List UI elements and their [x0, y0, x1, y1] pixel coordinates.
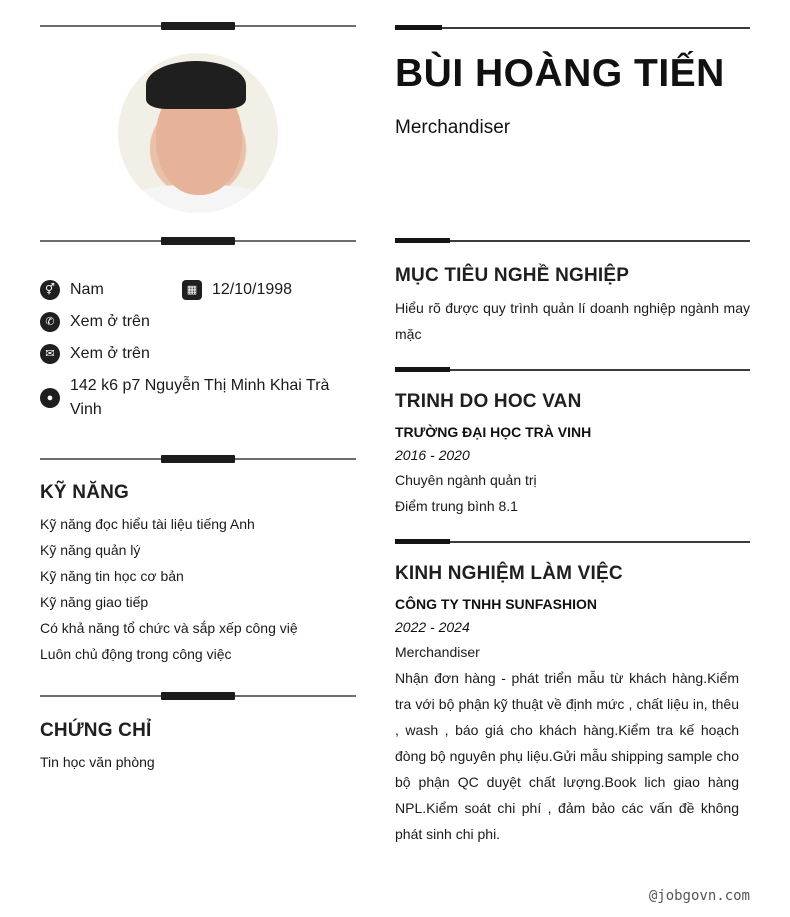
email-row [40, 342, 150, 366]
divider [395, 539, 750, 545]
gender-icon: ⚥ [40, 280, 60, 300]
email-value: Xem ở trên [70, 345, 150, 362]
education-title: TRINH DO HOC VAN [395, 391, 582, 412]
birthday-row [182, 278, 292, 302]
experience-period: 2022 - 2024 [395, 619, 470, 635]
email-icon: ✉ [40, 344, 60, 364]
phone-row [40, 310, 150, 334]
skills-title: KỸ NĂNG [40, 482, 130, 503]
birthday-value: 12/10/1998 [212, 281, 293, 298]
address-value: 142 k6 p7 Nguyễn Thị Minh Khai Trà Vinh [70, 377, 330, 418]
phone-value: Xem ở trên [70, 313, 150, 330]
candidate-name: BÙI HOÀNG TIẾN [395, 52, 725, 95]
divider [395, 367, 750, 373]
skill-item: Kỹ năng giao tiếp [40, 594, 149, 610]
education-gpa: Điểm trung bình 8.1 [395, 498, 518, 514]
gender-row [40, 278, 104, 302]
divider [395, 25, 750, 31]
avatar [118, 53, 278, 213]
watermark: @jobgovn.com [648, 888, 750, 904]
education-period: 2016 - 2020 [395, 447, 470, 463]
phone-icon: ✆ [40, 312, 60, 332]
address-row [40, 374, 340, 422]
skill-item: Luôn chủ động trong công việc [40, 646, 232, 662]
calendar-icon: ▦ [182, 280, 202, 300]
education-major: Chuyên ngành quản trị [395, 472, 537, 488]
experience-position: Merchandiser [395, 644, 480, 660]
divider [395, 238, 750, 244]
gender-value: Nam [70, 281, 104, 298]
candidate-role: Merchandiser [395, 117, 511, 138]
divider [40, 237, 356, 245]
certificate-item: Tin học văn phòng [40, 754, 155, 770]
objective-text: Hiểu rõ được quy trình quản lí doanh nghiệp ngành may mặc [395, 300, 750, 342]
skill-item: Có khả năng tổ chức và sắp xếp công việ [40, 620, 298, 636]
company-name: CÔNG TY TNHH SUNFASHION [395, 596, 597, 612]
skill-item: Kỹ năng đọc hiểu tài liệu tiếng Anh [40, 516, 255, 532]
objective-title: MỤC TIÊU NGHỀ NGHIỆP [395, 265, 630, 286]
divider [40, 692, 356, 700]
experience-description: Nhận đơn hàng - phát triển mẫu từ khách hàng.Kiểm tra với bộ phận kỹ thuật về định mức , chất liệu in, thêu , wash , báo giá cho khách hàng.Kiểm tra kế hoạch đòng bộ nguyên phụ liệu.Gửi mẫu shipping sample cho bộ phận QC duyệt chất lượng.Book lich giao hàng NPL.Kiểm soát chi phí , đảm bảo các vấn đề không phát sinh chi phi. [395, 670, 739, 842]
school-name: TRƯỜNG ĐẠI HỌC TRÀ VINH [395, 424, 592, 440]
location-pin-icon: ● [40, 388, 60, 408]
skill-item: Kỹ năng quản lý [40, 542, 141, 558]
divider [40, 455, 356, 463]
certificates-title: CHỨNG CHỈ [40, 720, 152, 741]
experience-title: KINH NGHIỆM LÀM VIỆC [395, 563, 623, 584]
divider [40, 22, 356, 30]
skill-item: Kỹ năng tin học cơ bản [40, 568, 184, 584]
avatar-hair [146, 61, 246, 109]
